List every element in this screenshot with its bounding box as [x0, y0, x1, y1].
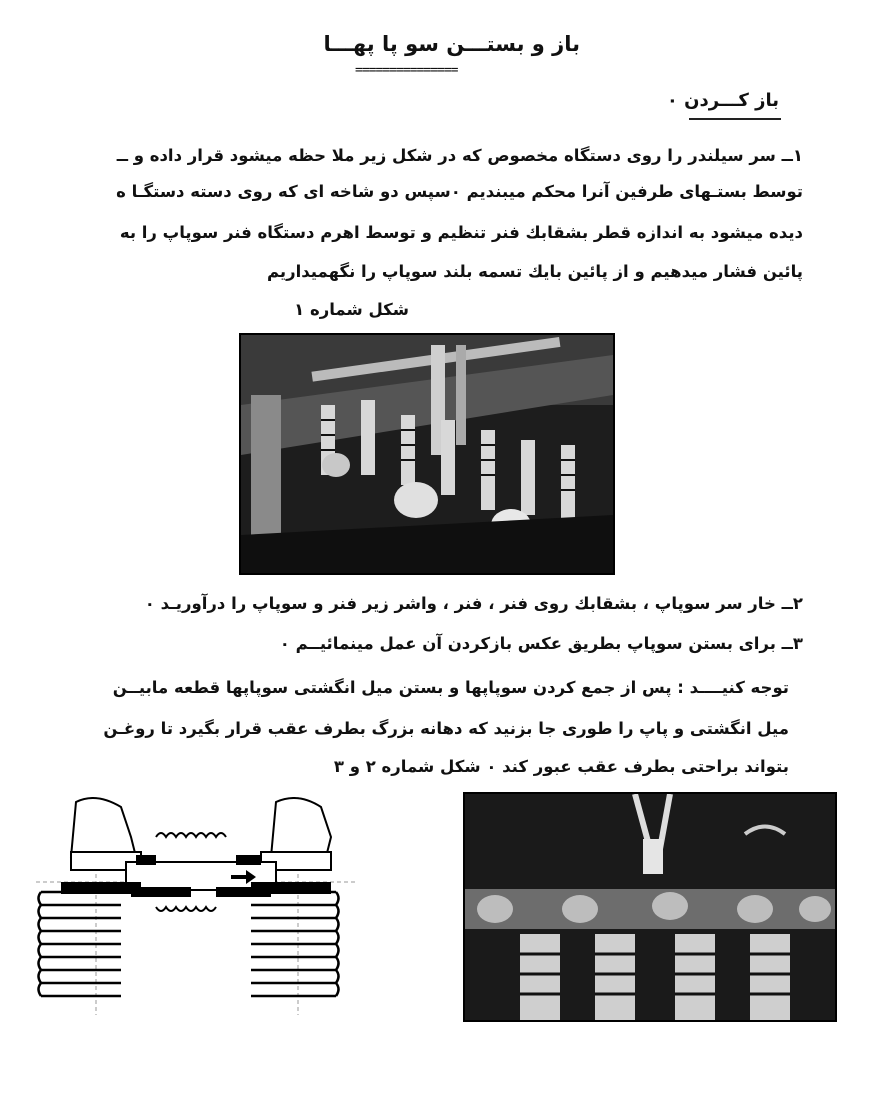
paragraph-line: ١ــ سر سیلندر را روی دستگاه مخصوص که در شکل زیر ملا حظه میشود قرار داده و ــ: [116, 146, 803, 165]
figure-1-photo: [239, 333, 615, 575]
valve-assembly-photo: [465, 794, 835, 1020]
title-double-underline: ===============: [355, 63, 458, 78]
note-line: توجه کنیــــد : پس از جمع کردن سوپاپها و بستن میل انگشتی سوپاپها قطعه مابیــن: [112, 678, 789, 697]
section-heading: باز کـــردن ٠: [666, 90, 779, 111]
figure-3-photo: [463, 792, 837, 1022]
note-line: بتواند براحتی بطرف عقب عبور کند ٠ شکل شماره ٢ و ٣: [333, 757, 789, 776]
figure-2-drawing: [36, 797, 358, 1015]
section-heading-underline: [689, 118, 781, 120]
paragraph-line: پائین فشار میدهیم و از پائین بایك تسمه بلند سوپاپ را نگهمیداریم: [266, 262, 803, 281]
step-3-text: ٣ــ برای بستن سوپاپ بطریق عکس بازکردن آن عمل مینمائیــم ٠: [279, 634, 803, 653]
valve-spring-compressor-photo: [241, 335, 613, 573]
rocker-shaft-section-drawing: [36, 797, 358, 1015]
paragraph-line: توسط بستـهای طرفین آنرا محکم میبندیم ٠سپس دو شاخه ای که روی دسته دستگـا ه: [116, 182, 803, 201]
step-2-text: ٢ــ خار سر سوپاپ ، بشقابك روی فنر ، فنر ، واشر زیر فنر و سوپاپ را درآوریـد ٠: [144, 594, 803, 613]
figure-1-caption: شکل شماره ١: [294, 300, 409, 319]
paragraph-line: دیده میشود به اندازه قطر بشقابك فنر تنظیم و توسط اهرم دستگاه فنر سوپاپ را به: [119, 223, 803, 242]
note-line: میل انگشتی و پاپ را طوری جا بزنید که دهانه بزرگ بطرف عقب قرار بگیرد تا روغـن: [103, 719, 789, 738]
page-title: باز و بستـــن سو پا پهـــا: [323, 32, 580, 56]
